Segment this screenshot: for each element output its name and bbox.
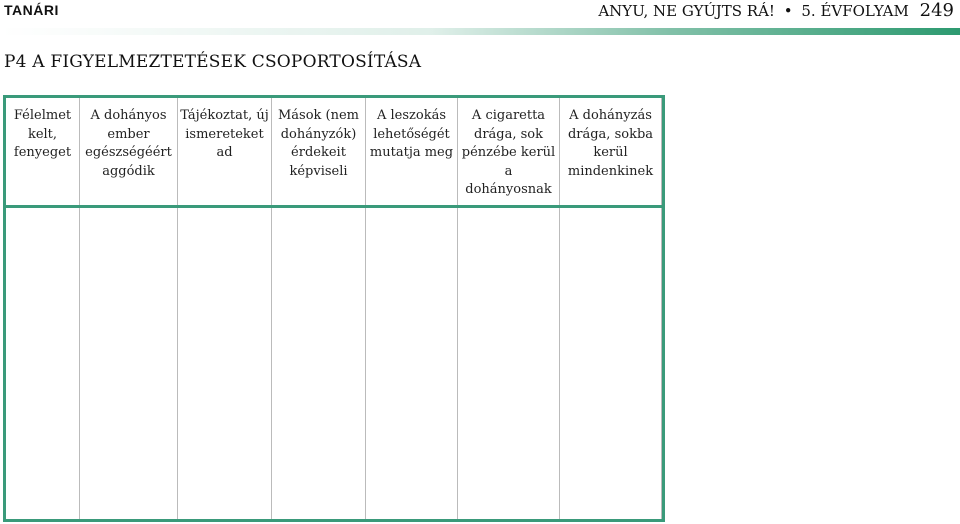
- table-column: [272, 98, 366, 519]
- header-bullet: •: [783, 2, 793, 20]
- table-column: [178, 98, 272, 519]
- page-header: [0, 0, 960, 22]
- section-title: P4 A FIGYELMEZTETÉSEK CSOPORTOSÍTÁSA: [4, 52, 422, 72]
- header-left-label: TANÁRI: [4, 2, 59, 18]
- column-header: Tájékoztat, új ismereteket ad: [180, 108, 269, 160]
- header-divider: [6, 205, 662, 208]
- column-header: A cigaretta drága, sok pénzébe kerül a dohányosnak: [461, 108, 556, 197]
- table-column: [366, 98, 458, 519]
- header-grade: 5. ÉVFOLYAM: [801, 2, 909, 20]
- page-number: 249: [919, 0, 954, 21]
- header-right: [598, 0, 954, 21]
- table-column: [560, 98, 662, 519]
- column-header: A leszokás lehetőségét mutatja meg: [369, 108, 454, 160]
- table-column: [80, 98, 178, 519]
- column-header: Félelmet kelt, fenyeget: [13, 108, 72, 160]
- grouping-table: [3, 95, 665, 522]
- header-running-title: ANYU, NE GYÚJTS RÁ!: [598, 2, 775, 20]
- table-column: [458, 98, 560, 519]
- column-header: A dohányzás drága, sokba kerül mindenkinek: [567, 108, 654, 179]
- column-header: Mások (nem dohányzók) érdekeit képviseli: [277, 108, 360, 179]
- table-column: [6, 98, 80, 519]
- column-header: A dohányos ember egészségéért aggódik: [85, 108, 172, 179]
- header-rule: [0, 28, 960, 35]
